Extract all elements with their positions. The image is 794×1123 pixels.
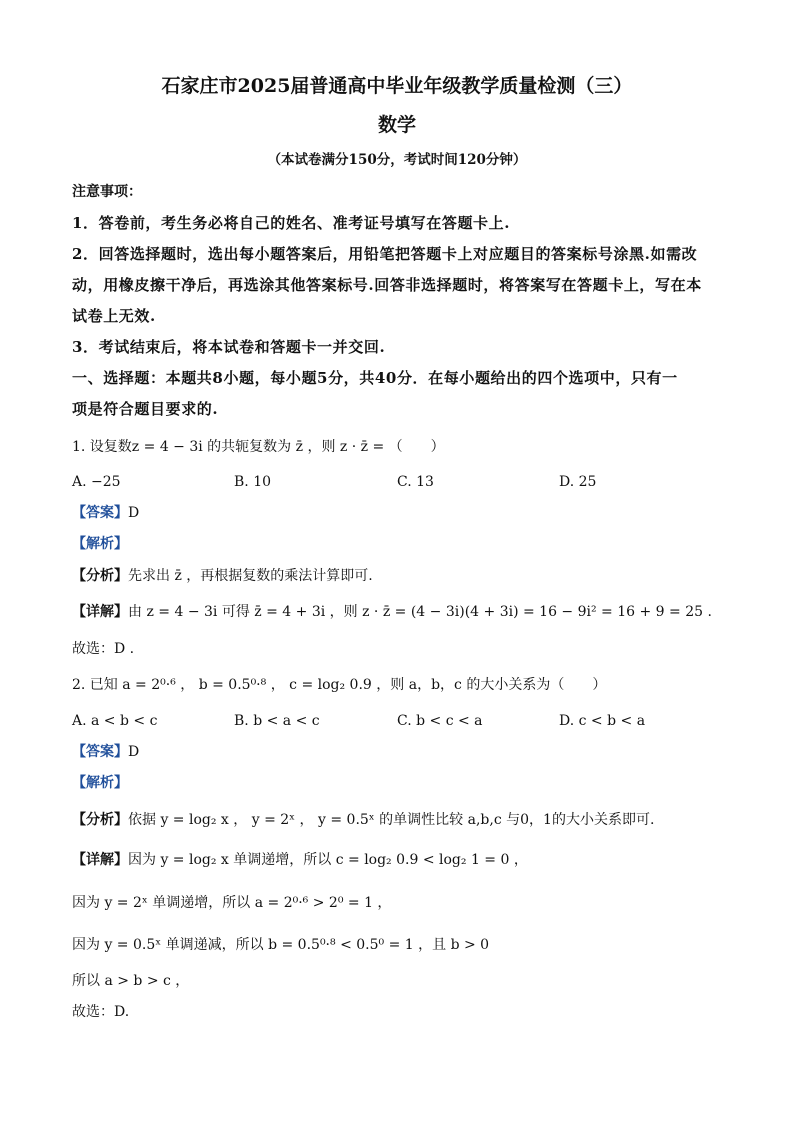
- q2-answer-row: [72, 742, 139, 762]
- q2-analysis-tag: 【解析】: [72, 775, 128, 791]
- notes-heading: 注意事项：: [72, 184, 142, 200]
- q1-stem: 1. 设复数z = 4 − 3i 的共轭复数为 z̄ ，则 z · z̄ = （ ）: [72, 439, 445, 455]
- note-3: 3．考试结束后，将本试卷和答题卡一并交回.: [72, 338, 386, 356]
- q2-xiangjie-row: [72, 850, 528, 870]
- q1-analysis-row: [72, 534, 128, 554]
- q1-xiangjie-tag: 【详解】: [72, 604, 128, 620]
- q2-option-d: D. c < b < a: [559, 713, 646, 729]
- note-1: 1．答卷前，考生务必将自己的姓名、准考证号填写在答题卡上.: [72, 214, 511, 232]
- q2-step-2: 因为 y = 2ˣ 单调递增，所以 a = 2⁰·⁶ > 2⁰ = 1 ，: [72, 895, 392, 911]
- q2-xiangjie-tag: 【详解】: [72, 852, 128, 868]
- section-heading-line-2: 项是符合题目要求的.: [72, 400, 219, 418]
- q2-step-3: 因为 y = 0.5ˣ 单调递减，所以 b = 0.5⁰·⁸ < 0.5⁰ = 1 ，且 b > 0: [72, 937, 490, 953]
- section-heading-line-1: 一、选择题：本题共8小题，每小题5分，共40分．在每小题给出的四个选项中，只有一: [72, 369, 678, 387]
- q2-step-4: 所以 a > b > c ，: [72, 973, 190, 989]
- q1-xiangjie: 由 z = 4 − 3i 可得 z̄ = 4 + 3i ，则 z · z̄ = (4 − 3i)(4 + 3i) = 16 − 9i² = 16 + 9 = 25 .: [128, 604, 712, 620]
- exam-title: 石家庄市2025届普通高中毕业年级教学质量检测（三）: [161, 75, 633, 97]
- q2-xiangjie: 因为 y = log₂ x 单调递增，所以 c = log₂ 0.9 < log₂ 1 = 0 ，: [128, 852, 528, 868]
- q1-option-b: B. 10: [234, 474, 272, 490]
- q2-answer: D: [128, 744, 140, 760]
- q1-answer: D: [128, 505, 140, 521]
- q1-answer-tag: 【答案】: [72, 505, 128, 521]
- q2-analysis-row: [72, 773, 128, 793]
- q1-fenxi: 先求出 z̄ ，再根据复数的乘法计算即可.: [128, 568, 373, 584]
- q1-fenxi-row: [72, 566, 373, 586]
- q1-answer-row: [72, 503, 139, 523]
- q2-option-c: C. b < c < a: [397, 713, 483, 729]
- q1-fenxi-tag: 【分析】: [72, 568, 128, 584]
- q2-fenxi-tag: 【分析】: [72, 812, 128, 828]
- q2-option-b: B. b < a < c: [234, 713, 320, 729]
- q2-fenxi: 依据 y = log₂ x ， y = 2ˣ ， y = 0.5ˣ 的单调性比较 a,b,c 与0，1的大小关系即可.: [128, 812, 655, 828]
- exam-info: （本试卷满分150分，考试时间120分钟）: [267, 152, 527, 168]
- q1-option-a: A. −25: [72, 474, 121, 490]
- note-2-line-1: 2．回答选择题时，选出每小题答案后，用铅笔把答题卡上对应题目的答案标号涂黑.如需改: [72, 245, 698, 263]
- q2-stem: 2. 已知 a = 2⁰·⁶ ， b = 0.5⁰·⁸ ， c = log₂ 0.9 ，则 a，b，c 的大小关系为（ ）: [72, 677, 607, 693]
- q2-fenxi-row: [72, 810, 654, 830]
- q2-answer-tag: 【答案】: [72, 744, 128, 760]
- q1-option-d: D. 25: [559, 474, 597, 490]
- note-2-line-2: 动，用橡皮擦干净后，再选涂其他答案标号.回答非选择题时，将答案写在答题卡上，写在本: [72, 276, 702, 294]
- q1-xiangjie-row: [72, 602, 712, 622]
- q1-option-c: C. 13: [397, 474, 434, 490]
- q1-analysis-tag: 【解析】: [72, 536, 128, 552]
- q2-option-a: A. a < b < c: [72, 713, 158, 729]
- subject-title: 数学: [377, 114, 416, 136]
- q1-choice: 故选：D .: [72, 641, 135, 657]
- note-2-line-3: 试卷上无效.: [72, 307, 156, 325]
- q2-choice: 故选：D.: [72, 1004, 130, 1020]
